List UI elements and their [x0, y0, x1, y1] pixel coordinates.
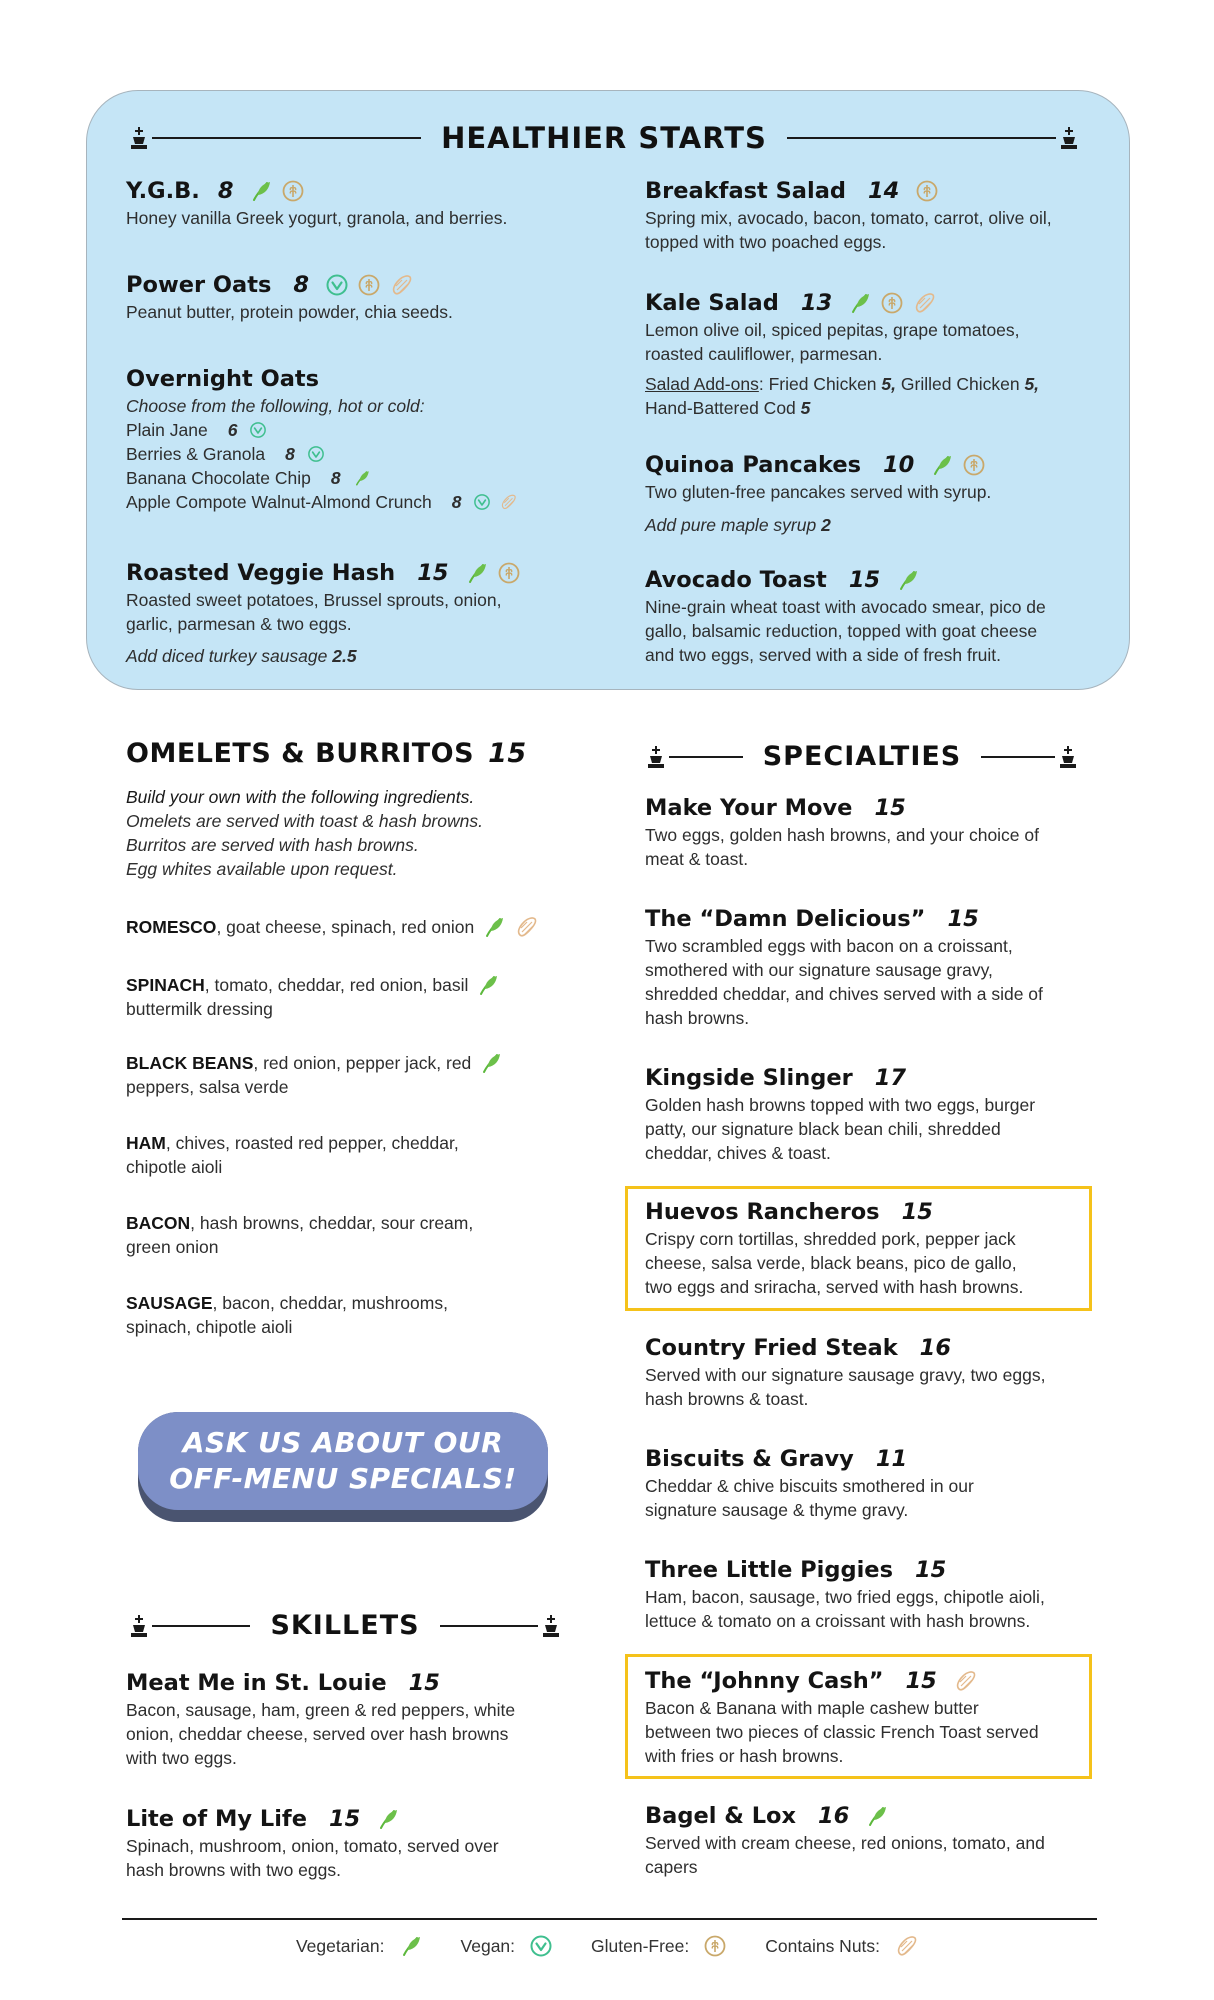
item-description: cheese, salsa verde, black beans, pico de gallo, — [645, 1253, 1017, 1273]
ingredient-rest: , chives, roasted red pepper, cheddar, — [165, 1133, 459, 1153]
skillets-heading — [126, 1610, 564, 1641]
item-description: Honey vanilla Greek yogurt, granola, and berries. — [126, 208, 508, 228]
item-description: roasted cauliflower, parmesan. — [645, 344, 883, 364]
item-price: 15 — [901, 1199, 933, 1225]
item-description: with two eggs. — [126, 1748, 237, 1768]
gluten-free-icon — [703, 1934, 727, 1958]
ingredient-combo — [126, 1051, 596, 1099]
menu-item-roasted-veggie-hash — [126, 558, 566, 668]
ingredient-key: BACON — [126, 1213, 191, 1233]
item-price: 8 — [217, 178, 234, 204]
item-description: Peanut butter, protein powder, chia seeds. — [126, 302, 453, 322]
ingredient-key: BLACK BEANS — [126, 1053, 254, 1073]
gluten-free-icon — [357, 273, 381, 297]
dietary-legend — [0, 1934, 1214, 1958]
item-description: cheddar, chives & toast. — [645, 1143, 831, 1163]
legend-label: Contains Nuts: — [765, 1935, 881, 1956]
ingredient-key: ROMESCO — [126, 917, 217, 937]
item-description: capers — [645, 1857, 698, 1877]
item-description: topped with two poached eggs. — [645, 232, 887, 252]
omelets-section — [126, 738, 596, 1339]
option-label: Plain Jane — [126, 420, 208, 440]
chess-king-icon — [126, 1613, 152, 1639]
omelets-note: Egg whites available upon request. — [126, 859, 398, 879]
option-price: 8 — [451, 492, 462, 512]
item-price: 17 — [874, 1065, 906, 1091]
legend-label: Vegan: — [460, 1935, 516, 1956]
option-price: 6 — [227, 420, 238, 440]
vegetarian-leaf-icon — [249, 179, 273, 203]
section-title — [126, 738, 596, 769]
item-name: Kale Salad — [645, 290, 779, 316]
ingredient-combo — [126, 1291, 596, 1339]
addon-name: Grilled Chicken — [900, 374, 1020, 394]
spec-biscuits-gravy — [645, 1444, 1105, 1522]
addon-price: 2 — [821, 515, 831, 535]
ingredient-combo — [126, 915, 596, 939]
item-name: Roasted Veggie Hash — [126, 560, 396, 586]
legend-label: Gluten-Free: — [591, 1935, 690, 1956]
spec-kingside-slinger — [645, 1063, 1105, 1165]
gluten-free-icon — [915, 179, 939, 203]
item-description: meat & toast. — [645, 849, 749, 869]
item-addon — [126, 644, 566, 668]
item-name: Y.G.B. — [126, 178, 200, 204]
option-label: Banana Chocolate Chip — [126, 468, 311, 488]
legend-contains-nuts — [765, 1934, 918, 1958]
divider — [440, 1625, 538, 1627]
nut-icon — [514, 915, 538, 939]
vegan-check-icon — [325, 273, 349, 297]
ingredient-rest: , tomato, cheddar, red onion, basil — [204, 975, 469, 995]
vegetarian-leaf-icon — [848, 291, 872, 315]
item-description: Bacon & Banana with maple cashew butter — [645, 1698, 979, 1718]
nut-icon — [499, 493, 517, 511]
chess-king-icon — [126, 125, 152, 151]
oats-option — [126, 490, 566, 514]
option-price: 8 — [285, 444, 295, 464]
addon-label: Add diced turkey sausage — [126, 646, 328, 666]
spec-bagel-lox — [645, 1801, 1105, 1879]
item-description: Crispy corn tortillas, shredded pork, pepper jack — [645, 1229, 1016, 1249]
ingredient-rest: green onion — [126, 1237, 219, 1257]
ingredient-combo — [126, 1211, 596, 1259]
spec-three-little-piggies — [645, 1555, 1105, 1633]
item-description: smothered with our signature sausage gravy, — [645, 960, 993, 980]
vegetarian-leaf-icon — [930, 453, 954, 477]
ingredient-rest: , goat cheese, spinach, red onion — [216, 917, 475, 937]
divider — [152, 1625, 250, 1627]
addon-price: 5 — [800, 398, 811, 418]
section-title: SPECIALTIES — [762, 741, 962, 772]
skillets-section — [126, 1668, 586, 1882]
menu-item-meat-me — [126, 1668, 586, 1770]
menu-item-power-oats — [126, 270, 566, 324]
item-name: Make Your Move — [645, 795, 853, 821]
omelets-note: Omelets are served with toast & hash browns. — [126, 811, 483, 831]
ingredient-key: SAUSAGE — [126, 1293, 213, 1313]
item-description: Spring mix, avocado, bacon, tomato, carrot, olive oil, — [645, 208, 1052, 228]
vegetarian-leaf-icon — [479, 1051, 503, 1075]
item-price: 15 — [914, 1557, 947, 1583]
item-description: hash browns & toast. — [645, 1389, 809, 1409]
salad-addons: Salad Add-ons: Fried Chicken 5, Grilled Chicken 5, — [645, 374, 1040, 394]
item-name: Country Fried Steak — [645, 1335, 898, 1361]
addon-price: 2.5 — [332, 646, 357, 666]
menu-item-kale-salad — [645, 288, 1105, 420]
item-description: Two eggs, golden hash browns, and your choice of — [645, 825, 1039, 845]
item-name: Avocado Toast — [645, 567, 827, 593]
item-price: 14 — [868, 178, 900, 204]
item-description: onion, cheddar cheese, served over hash browns — [126, 1724, 509, 1744]
footer-divider — [122, 1918, 1097, 1920]
item-description: two eggs and sriracha, served with hash browns. — [645, 1277, 1024, 1297]
nut-icon — [912, 291, 936, 315]
item-price: 15 — [417, 560, 449, 586]
item-description: Spinach, mushroom, onion, tomato, served over — [126, 1836, 499, 1856]
addon-label: Add pure maple syrup — [645, 515, 817, 535]
ingredient-rest: , hash browns, cheddar, sour cream, — [190, 1213, 474, 1233]
oats-option — [126, 442, 566, 466]
item-name: The “Johnny Cash” — [645, 1668, 884, 1694]
legend-label: Vegetarian: — [295, 1935, 385, 1956]
item-name: Quinoa Pancakes — [645, 452, 861, 478]
ingredient-key: SPINACH — [126, 975, 205, 995]
vegan-check-icon — [249, 421, 267, 439]
item-price: 15 — [408, 1670, 440, 1696]
item-price: 16 — [919, 1335, 951, 1361]
section-title: HEALTHIER STARTS — [441, 121, 767, 155]
legend-vegan — [461, 1934, 554, 1958]
item-name: The “Damn Delicious” — [645, 906, 926, 932]
addon-name: Hand-Battered Cod — [645, 398, 796, 418]
promo-line: OFF-MENU SPECIALS! — [169, 1462, 517, 1495]
addon-price: 5, — [881, 374, 897, 394]
item-name: Power Oats — [126, 272, 272, 298]
ingredient-rest: spinach, chipotle aioli — [126, 1317, 293, 1337]
option-label: Apple Compote Walnut-Almond Crunch — [126, 492, 432, 512]
oats-option — [126, 466, 566, 490]
vegetarian-leaf-icon — [465, 561, 489, 585]
item-name: Breakfast Salad — [645, 178, 846, 204]
item-addon — [645, 513, 1105, 537]
ingredient-rest: , bacon, cheddar, mushrooms, — [212, 1293, 448, 1313]
vegetarian-leaf-icon — [376, 1807, 400, 1831]
nut-icon — [953, 1669, 977, 1693]
item-description: Two gluten-free pancakes served with syrup. — [645, 482, 992, 502]
addon-name: Fried Chicken — [768, 374, 877, 394]
section-title: SKILLETS — [270, 1610, 420, 1641]
omelets-title: OMELETS & BURRITOS — [126, 738, 475, 769]
divider — [669, 756, 743, 758]
item-description: Served with cream cheese, red onions, tomato, and — [645, 1833, 1045, 1853]
spec-johnny-cash — [645, 1666, 1105, 1768]
legend-vegetarian — [296, 1934, 423, 1958]
vegetarian-leaf-icon — [482, 915, 506, 939]
item-name: Overnight Oats — [126, 366, 320, 392]
menu-item-lite-of-my-life — [126, 1804, 586, 1882]
item-description: Nine-grain wheat toast with avocado smear, pico de — [645, 597, 1046, 617]
healthier-right-column — [645, 176, 1105, 667]
oats-option — [126, 418, 566, 442]
item-description: patty, our signature black bean chili, shredded — [645, 1119, 1001, 1139]
item-description: Cheddar & chive biscuits smothered in our — [645, 1476, 974, 1496]
promo-line: ASK US ABOUT OUR — [182, 1426, 504, 1459]
ingredient-combo — [126, 973, 596, 1021]
nut-icon — [389, 273, 413, 297]
item-description: Served with our signature sausage gravy, two eggs, — [645, 1365, 1046, 1385]
vegetarian-leaf-icon — [476, 973, 500, 997]
divider — [152, 137, 421, 139]
nut-icon — [894, 1934, 918, 1958]
item-price: 15 — [328, 1806, 361, 1832]
vegan-check-icon — [529, 1934, 553, 1958]
specialties-heading — [643, 741, 1081, 772]
gluten-free-icon — [880, 291, 904, 315]
item-price: 15 — [905, 1668, 937, 1694]
item-description: Roasted sweet potatoes, Brussel sprouts, onion, — [126, 590, 502, 610]
divider — [787, 137, 1056, 139]
item-name: Bagel & Lox — [645, 1803, 797, 1829]
item-price: 15 — [947, 906, 979, 932]
item-description: Ham, bacon, sausage, two fried eggs, chipotle aioli, — [645, 1587, 1045, 1607]
item-description: Two scrambled eggs with bacon on a croissant, — [645, 936, 1013, 956]
item-description: and two eggs, served with a side of fresh fruit. — [645, 645, 1002, 665]
item-description: lettuce & tomato on a croissant with hash browns. — [645, 1611, 1031, 1631]
vegetarian-leaf-icon — [353, 469, 371, 487]
addons-label: Salad Add-ons — [645, 374, 759, 394]
menu-item-quinoa-pancakes — [645, 450, 1105, 537]
item-name: Biscuits & Gravy — [645, 1446, 854, 1472]
vegan-check-icon — [307, 445, 325, 463]
option-label: Berries & Granola — [126, 444, 266, 464]
gluten-free-icon — [281, 179, 305, 203]
vegetarian-leaf-icon — [865, 1804, 889, 1828]
divider — [981, 756, 1055, 758]
item-description: signature sausage & thyme gravy. — [645, 1500, 909, 1520]
item-price: 15 — [848, 567, 881, 593]
ingredient-rest: chipotle aioli — [126, 1157, 223, 1177]
vegetarian-leaf-icon — [399, 1934, 423, 1958]
menu-item-ygb — [126, 176, 566, 230]
legend-gluten-free — [591, 1934, 727, 1958]
vegetarian-leaf-icon — [896, 568, 920, 592]
item-price: 10 — [882, 452, 915, 478]
chess-king-icon — [538, 1613, 564, 1639]
item-name: Meat Me in St. Louie — [126, 1670, 387, 1696]
item-price: 11 — [875, 1446, 908, 1472]
off-menu-specials-banner — [138, 1412, 548, 1522]
item-name: Three Little Piggies — [645, 1557, 893, 1583]
chess-king-icon — [643, 744, 669, 770]
omelets-note: Burritos are served with hash browns. — [126, 835, 419, 855]
vegan-check-icon — [473, 493, 491, 511]
menu-item-avocado-toast — [645, 565, 1105, 667]
addon-price: 5, — [1024, 374, 1040, 394]
item-description: gallo, balsamic reduction, topped with goat cheese — [645, 621, 1038, 641]
item-name: Huevos Rancheros — [645, 1199, 880, 1225]
item-intro: Choose from the following, hot or cold: — [126, 396, 425, 416]
item-description: shredded cheddar, and chives served with a side of — [645, 984, 1043, 1004]
ingredient-rest: , red onion, pepper jack, red — [253, 1053, 472, 1073]
spec-huevos-rancheros — [645, 1197, 1105, 1299]
item-description: between two pieces of classic French Toast served — [645, 1722, 1039, 1742]
omelets-intro: Build your own with the following ingredients. — [126, 787, 475, 807]
ingredient-key: HAM — [126, 1133, 166, 1153]
spec-country-fried-steak — [645, 1333, 1105, 1411]
item-price: 13 — [800, 290, 833, 316]
spec-make-your-move — [645, 793, 1105, 871]
item-description: Golden hash browns topped with two eggs, burger — [645, 1095, 1036, 1115]
item-description: Lemon olive oil, spiced pepitas, grape tomatoes, — [645, 320, 1020, 340]
item-name: Kingside Slinger — [645, 1065, 853, 1091]
item-description: hash browns. — [645, 1008, 750, 1028]
ingredient-combo — [126, 1131, 596, 1179]
omelets-price: 15 — [488, 738, 527, 769]
gluten-free-icon — [497, 561, 521, 585]
item-price: 15 — [874, 795, 906, 821]
menu-item-overnight-oats — [126, 364, 566, 514]
ingredient-rest: peppers, salsa verde — [126, 1077, 289, 1097]
item-name: Lite of My Life — [126, 1806, 307, 1832]
item-price: 8 — [293, 272, 310, 298]
menu-item-breakfast-salad — [645, 176, 1105, 254]
item-price: 16 — [818, 1803, 850, 1829]
item-description: garlic, parmesan & two eggs. — [126, 614, 352, 634]
healthier-left-column — [126, 176, 566, 668]
item-description: hash browns with two eggs. — [126, 1860, 341, 1880]
chess-king-icon — [1056, 125, 1082, 151]
healthier-starts-heading — [126, 121, 1082, 155]
spec-damn-delicious — [645, 904, 1105, 1030]
item-description: Bacon, sausage, ham, green & red peppers, white — [126, 1700, 516, 1720]
item-description: with fries or hash browns. — [645, 1746, 844, 1766]
salad-addons — [645, 396, 1105, 420]
chess-king-icon — [1055, 744, 1081, 770]
gluten-free-icon — [962, 453, 986, 477]
option-price: 8 — [330, 468, 341, 488]
ingredient-rest: buttermilk dressing — [126, 999, 273, 1019]
